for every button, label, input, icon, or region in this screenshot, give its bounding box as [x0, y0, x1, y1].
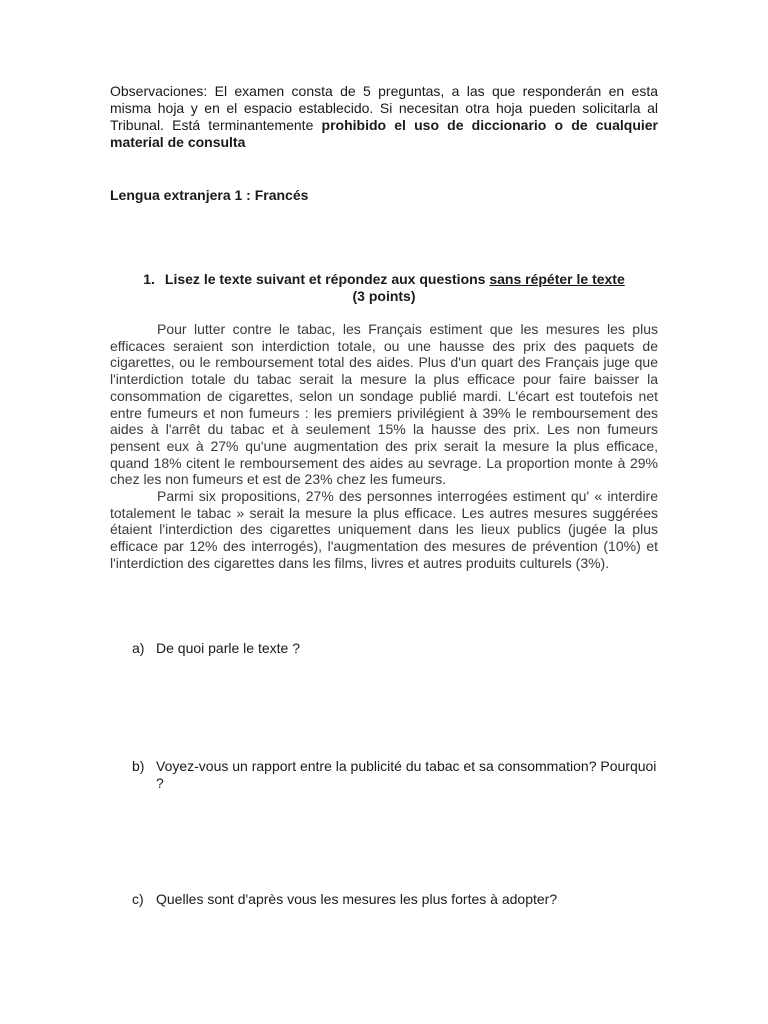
question-1-instruction: Lisez le texte suivant et répondez aux questions	[164, 271, 490, 287]
question-1-number: 1.	[143, 271, 155, 287]
passage-paragraph-2: Parmi six propositions, 27% des personnes interrogées estiment qu' « interdire totalement le tabac » serait la mesure la plus efficace. Les autres mesures suggérées étaient l'interdiction des cigarettes uniquement dans les lieux publics (jugée la plus efficace par 12% des interrogés), l'augmentation des mesures de prévention (10%) et l'interdiction des cigarettes dans les films, livres et autres produits culturels (3%).	[110, 488, 658, 571]
question-a	[132, 640, 658, 657]
question-a-letter: a)	[132, 640, 145, 656]
observations-prohibition: prohibido el uso de diccionario o de cualquier material de consulta	[110, 117, 659, 150]
question-b	[132, 758, 658, 792]
observations	[110, 83, 658, 151]
reading-passage	[110, 321, 658, 572]
passage-paragraph-1: Pour lutter contre le tabac, les Français estiment que les mesures les plus efficaces seraient son interdiction totale, ou une hausse des prix des paquets de cigarettes, ou le remboursement total des aides. Plus d'un quart des Français juge que l'interdiction totale du tabac serait la mesure la plus efficace pour faire baisser la consommation de cigarettes, selon un sondage publié mardi. L'écart est toutefois net entre fumeurs et non fumeurs : les premiers privilégient à 39% le remboursement des aides à l'arrêt du tabac et à seulement 15% la hausse des prix. Les non fumeurs pensent eux à 27% qu'une augmentation des prix serait la mesure la plus efficace, quand 18% citent le remboursement des aides au sevrage. La proportion monte à 29% chez les non fumeurs et est de 23% chez les fumeurs.	[110, 321, 658, 488]
question-b-text: Voyez-vous un rapport entre la publicité du tabac et sa consommation? Pourquoi ?	[156, 758, 657, 791]
question-c-text: Quelles sont d'après vous les mesures les plus fortes à adopter?	[156, 891, 558, 907]
question-1-heading	[110, 271, 658, 305]
observations-text: Observaciones: El examen consta de 5 preguntas, a las que responderán en esta misma hoja y en el espacio establecido. Si necesitan otra hoja pueden solicitarla al Tribunal. Está terminantemente	[110, 83, 658, 133]
question-1-underlined: sans répéter le texte	[489, 271, 625, 287]
question-c-letter: c)	[132, 891, 144, 907]
question-c	[132, 891, 658, 908]
subject-heading: Lengua extranjera 1 : Francés	[110, 187, 309, 203]
question-a-text: De quoi parle le texte ?	[156, 640, 300, 656]
question-b-letter: b)	[132, 758, 145, 774]
question-1-points: (3 points)	[352, 288, 416, 304]
